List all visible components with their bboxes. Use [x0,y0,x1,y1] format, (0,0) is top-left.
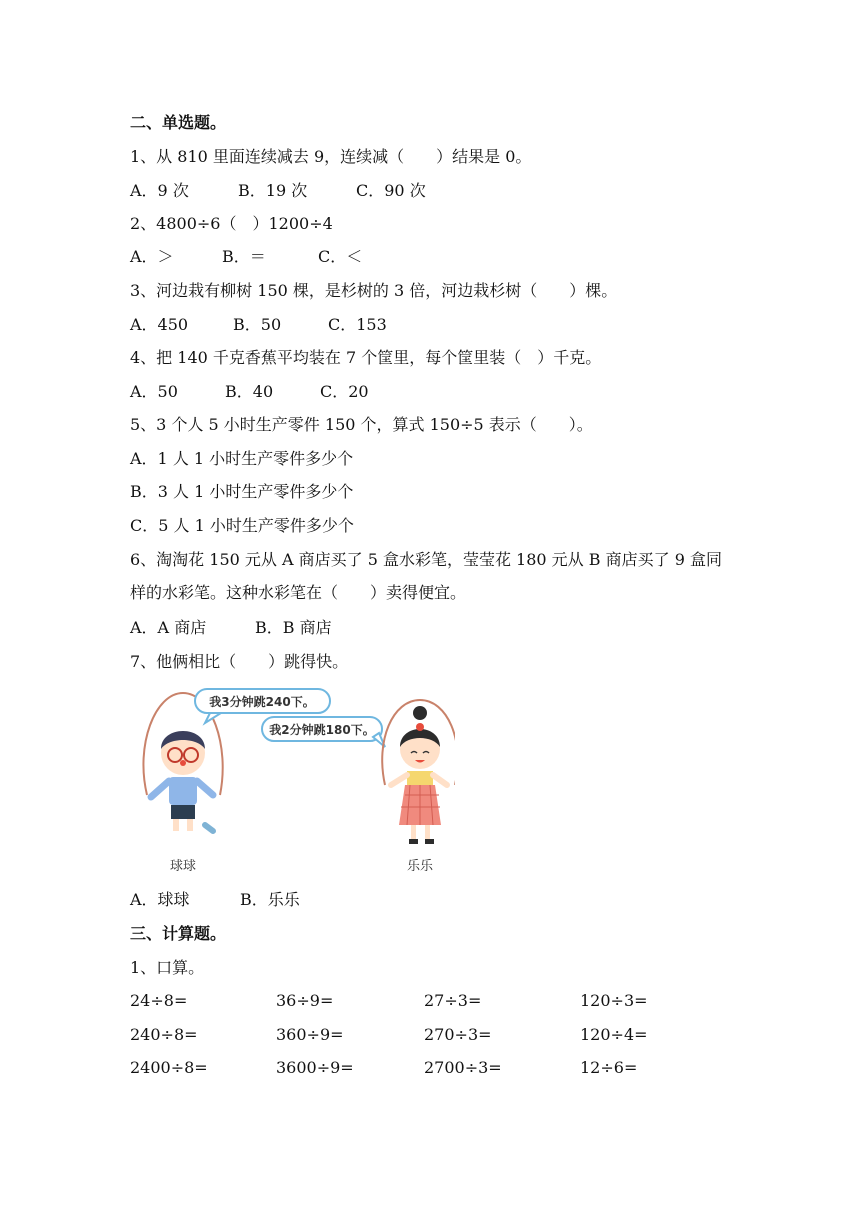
boy-name-label: 球球 [169,859,197,874]
calc-item: 240÷8= [130,1025,198,1044]
question-5-option-c: C．5 人 1 小时生产零件多少个 [130,516,354,535]
speech-bubble-2 [262,717,385,747]
option-c: C．20 [320,382,369,401]
section-title-single-choice: 二、单选题。 [130,113,227,132]
option-a: A．50 [130,382,178,401]
question-5: 5、3 个人 5 小时生产零件 150 个，算式 150÷5 表示（ ）。 [130,415,593,434]
calc-item: 2700÷3= [424,1058,502,1077]
calc-item: 24÷8= [130,991,188,1010]
calc-item: 2400÷8= [130,1058,208,1077]
question-2: 2、4800÷6（ ）1200÷4 [130,214,333,233]
calc-item: 12÷6= [580,1058,638,1077]
option-b: B．40 [225,382,274,401]
calc-item: 120÷3= [580,991,648,1010]
question-4-options [130,381,369,403]
question-1: 1、从 810 里面连续减去 9，连续减（ ）结果是 0。 [130,147,532,166]
question-6: 6、淘淘花 150 元从 A 商店买了 5 盒水彩笔，莹莹花 180 元从 B 商店买了 9 盒同样的水彩笔。这种水彩笔在（ ）卖得便宜。 [130,550,722,602]
girl-name-label: 乐乐 [406,859,434,874]
option-a: A．A 商店 [130,618,207,637]
calc-item: 3600÷9= [276,1058,354,1077]
option-b: B．B 商店 [255,618,332,637]
bubble-2-text: 我2分钟跳180下。 [269,723,375,737]
option-b: B．乐乐 [240,890,300,909]
option-c: C．＜ [318,247,363,266]
option-c: C．153 [328,315,387,334]
option-a: A．＞ [130,247,174,266]
question-5-option-b: B．3 人 1 小时生产零件多少个 [130,482,354,501]
girl-figure [382,700,455,844]
calc-item: 27÷3= [424,991,482,1010]
question-5-option-a: A．1 人 1 小时生产零件多少个 [130,449,354,468]
calc-item: 120÷4= [580,1025,648,1044]
question-3-options [130,314,387,336]
option-b: B．＝ [222,247,266,266]
option-a: A．球球 [130,890,190,909]
option-b: B．50 [233,315,282,334]
option-a: A．9 次 [130,181,189,200]
bubble-1-text: 我3分钟跳240下。 [209,695,315,709]
option-a: A．450 [130,315,189,334]
calc-item: 360÷9= [276,1025,344,1044]
calc-item: 270÷3= [424,1025,492,1044]
calc-question-1: 1、口算。 [130,958,205,977]
section-title-calculation: 三、计算题。 [130,924,227,943]
jump-rope-illustration [135,685,455,880]
question-7-options [130,889,300,911]
question-6-options [130,617,332,639]
option-b: B．19 次 [238,181,308,200]
calc-item: 36÷9= [276,991,334,1010]
question-1-options [130,180,426,202]
question-3: 3、河边栽有柳树 150 棵，是杉树的 3 倍，河边栽杉树（ ）棵。 [130,281,618,300]
option-c: C．90 次 [356,181,426,200]
question-7: 7、他俩相比（ ）跳得快。 [130,652,349,671]
question-4: 4、把 140 千克香蕉平均装在 7 个筐里，每个筐里装（ ）千克。 [130,348,602,367]
question-2-options [130,246,362,268]
